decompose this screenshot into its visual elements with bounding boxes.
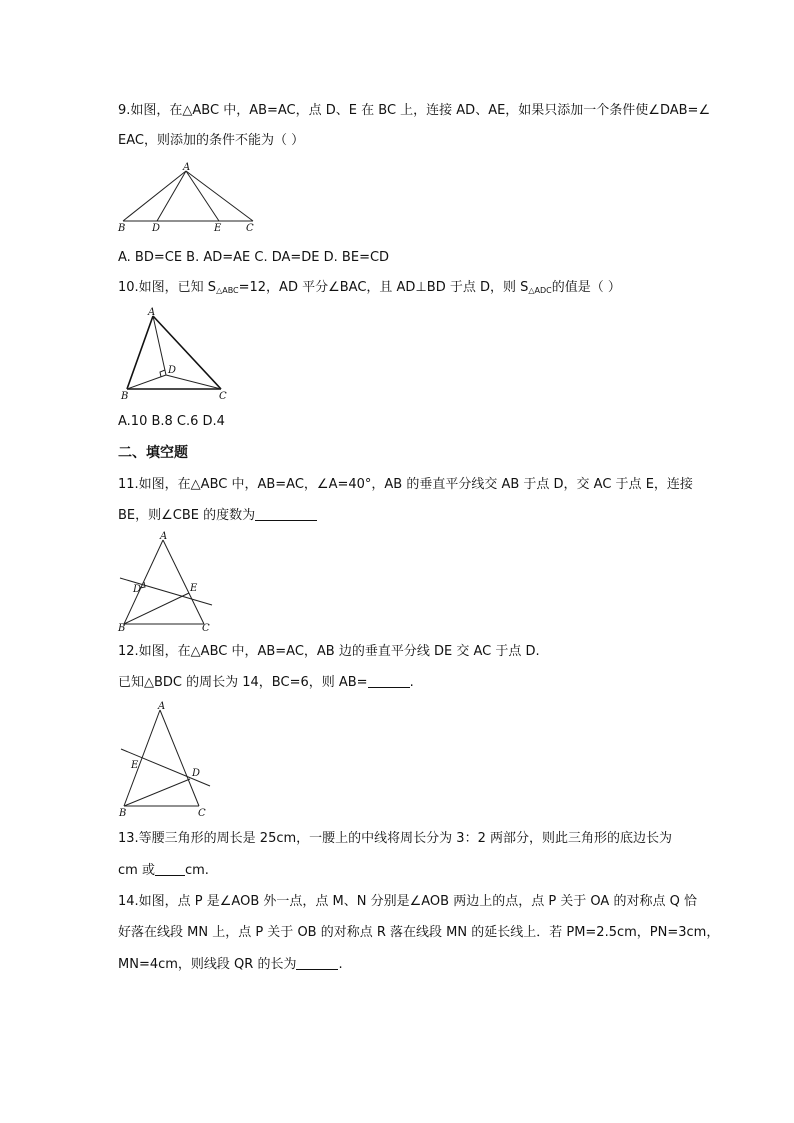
q11-label-a: A	[160, 531, 168, 542]
q13-text-line1: 13.等腰三角形的周长是 25cm，一腰上的中线将周长分为 3：2 两部分，则此三角形的底边长为	[118, 831, 672, 846]
q11-answer-blank[interactable]	[255, 508, 317, 521]
q10-text-part3: 的值是（ ）	[551, 280, 621, 295]
q11-figure	[118, 530, 218, 634]
q9-label-d: D	[152, 223, 161, 234]
q14-text-line1: 14.如图，点 P 是∠AOB 外一点，点 M、N 分别是∠AOB 两边上的点，点 P 关于 OA 的对称点 Q 恰	[118, 894, 697, 909]
q12-label-d: D	[192, 768, 201, 779]
q13-text-line2-a: cm 或	[118, 863, 155, 878]
q12-answer-blank[interactable]	[368, 675, 410, 688]
q12-text-line2-end: .	[409, 675, 414, 690]
q12-label-b: B	[119, 808, 127, 819]
q9-figure	[118, 162, 258, 234]
q14-answer-blank[interactable]	[296, 957, 338, 970]
q12-text-line2	[118, 674, 414, 692]
q10-text	[118, 279, 621, 300]
q9-text-line1: 9.如图，在△ABC 中，AB=AC，点 D、E 在 BC 上，连接 AD、AE，如果只添加一个条件使∠DAB=∠	[118, 103, 711, 118]
q10-subscript-adc: △ADC	[528, 286, 552, 295]
q10-subscript-abc: △ABC	[216, 286, 239, 295]
q10-text-part1: 10.如图，已知 S	[118, 280, 217, 295]
q11-label-e: E	[190, 583, 198, 594]
q11-text-line2	[118, 507, 317, 525]
q12-figure	[118, 700, 218, 820]
q9-options: A. BD=CE B. AD=AE C. DA=DE D. BE=CD	[118, 250, 390, 265]
q9-label-b: B	[118, 223, 126, 234]
q13-answer-blank[interactable]	[155, 863, 185, 876]
q10-figure	[118, 304, 230, 404]
q11-label-c: C	[202, 623, 210, 634]
q11-text-line2-main: BE，则∠CBE 的度数为	[118, 508, 256, 523]
q11-label-d: D	[133, 584, 142, 595]
q10-label-b: B	[121, 391, 129, 402]
q14-text-line2: 好落在线段 MN 上，点 P 关于 OB 的对称点 R 落在线段 MN 的延长线上．若 PM=2.5cm，PN=3cm，	[118, 925, 720, 940]
q9-label-c: C	[246, 223, 254, 234]
q11-text-line1: 11.如图，在△ABC 中，AB=AC，∠A=40°，AB 的垂直平分线交 AB 于点 D，交 AC 于点 E，连接	[118, 477, 693, 492]
q11-label-b: B	[118, 623, 126, 634]
q12-label-a: A	[158, 701, 166, 712]
q10-text-part2: =12，AD 平分∠BAC，且 AD⊥BD 于点 D，则 S	[238, 280, 529, 295]
q10-label-a: A	[148, 307, 156, 318]
q13-text-line2	[118, 862, 209, 880]
q10-label-d: D	[168, 365, 177, 376]
q14-text-line3	[118, 956, 343, 974]
q10-label-c: C	[219, 391, 227, 402]
q9-text-line2: EAC，则添加的条件不能为（ ）	[118, 133, 305, 148]
q12-label-e: E	[131, 760, 139, 771]
q13-text-line2-b: cm.	[184, 863, 209, 878]
q9-label-e: E	[214, 223, 222, 234]
section-heading: 二、填空题	[118, 445, 188, 461]
q12-text-line1: 12.如图，在△ABC 中，AB=AC，AB 边的垂直平分线 DE 交 AC 于点 D.	[118, 644, 540, 659]
q14-text-line3-end: .	[338, 957, 343, 972]
q9-label-a: A	[183, 162, 191, 173]
q12-label-c: C	[198, 808, 206, 819]
q10-options: A.10 B.8 C.6 D.4	[118, 414, 225, 429]
q14-text-line3-main: MN=4cm，则线段 QR 的长为	[118, 957, 297, 972]
q12-text-line2-main: 已知△BDC 的周长为 14，BC=6，则 AB=	[118, 675, 368, 690]
